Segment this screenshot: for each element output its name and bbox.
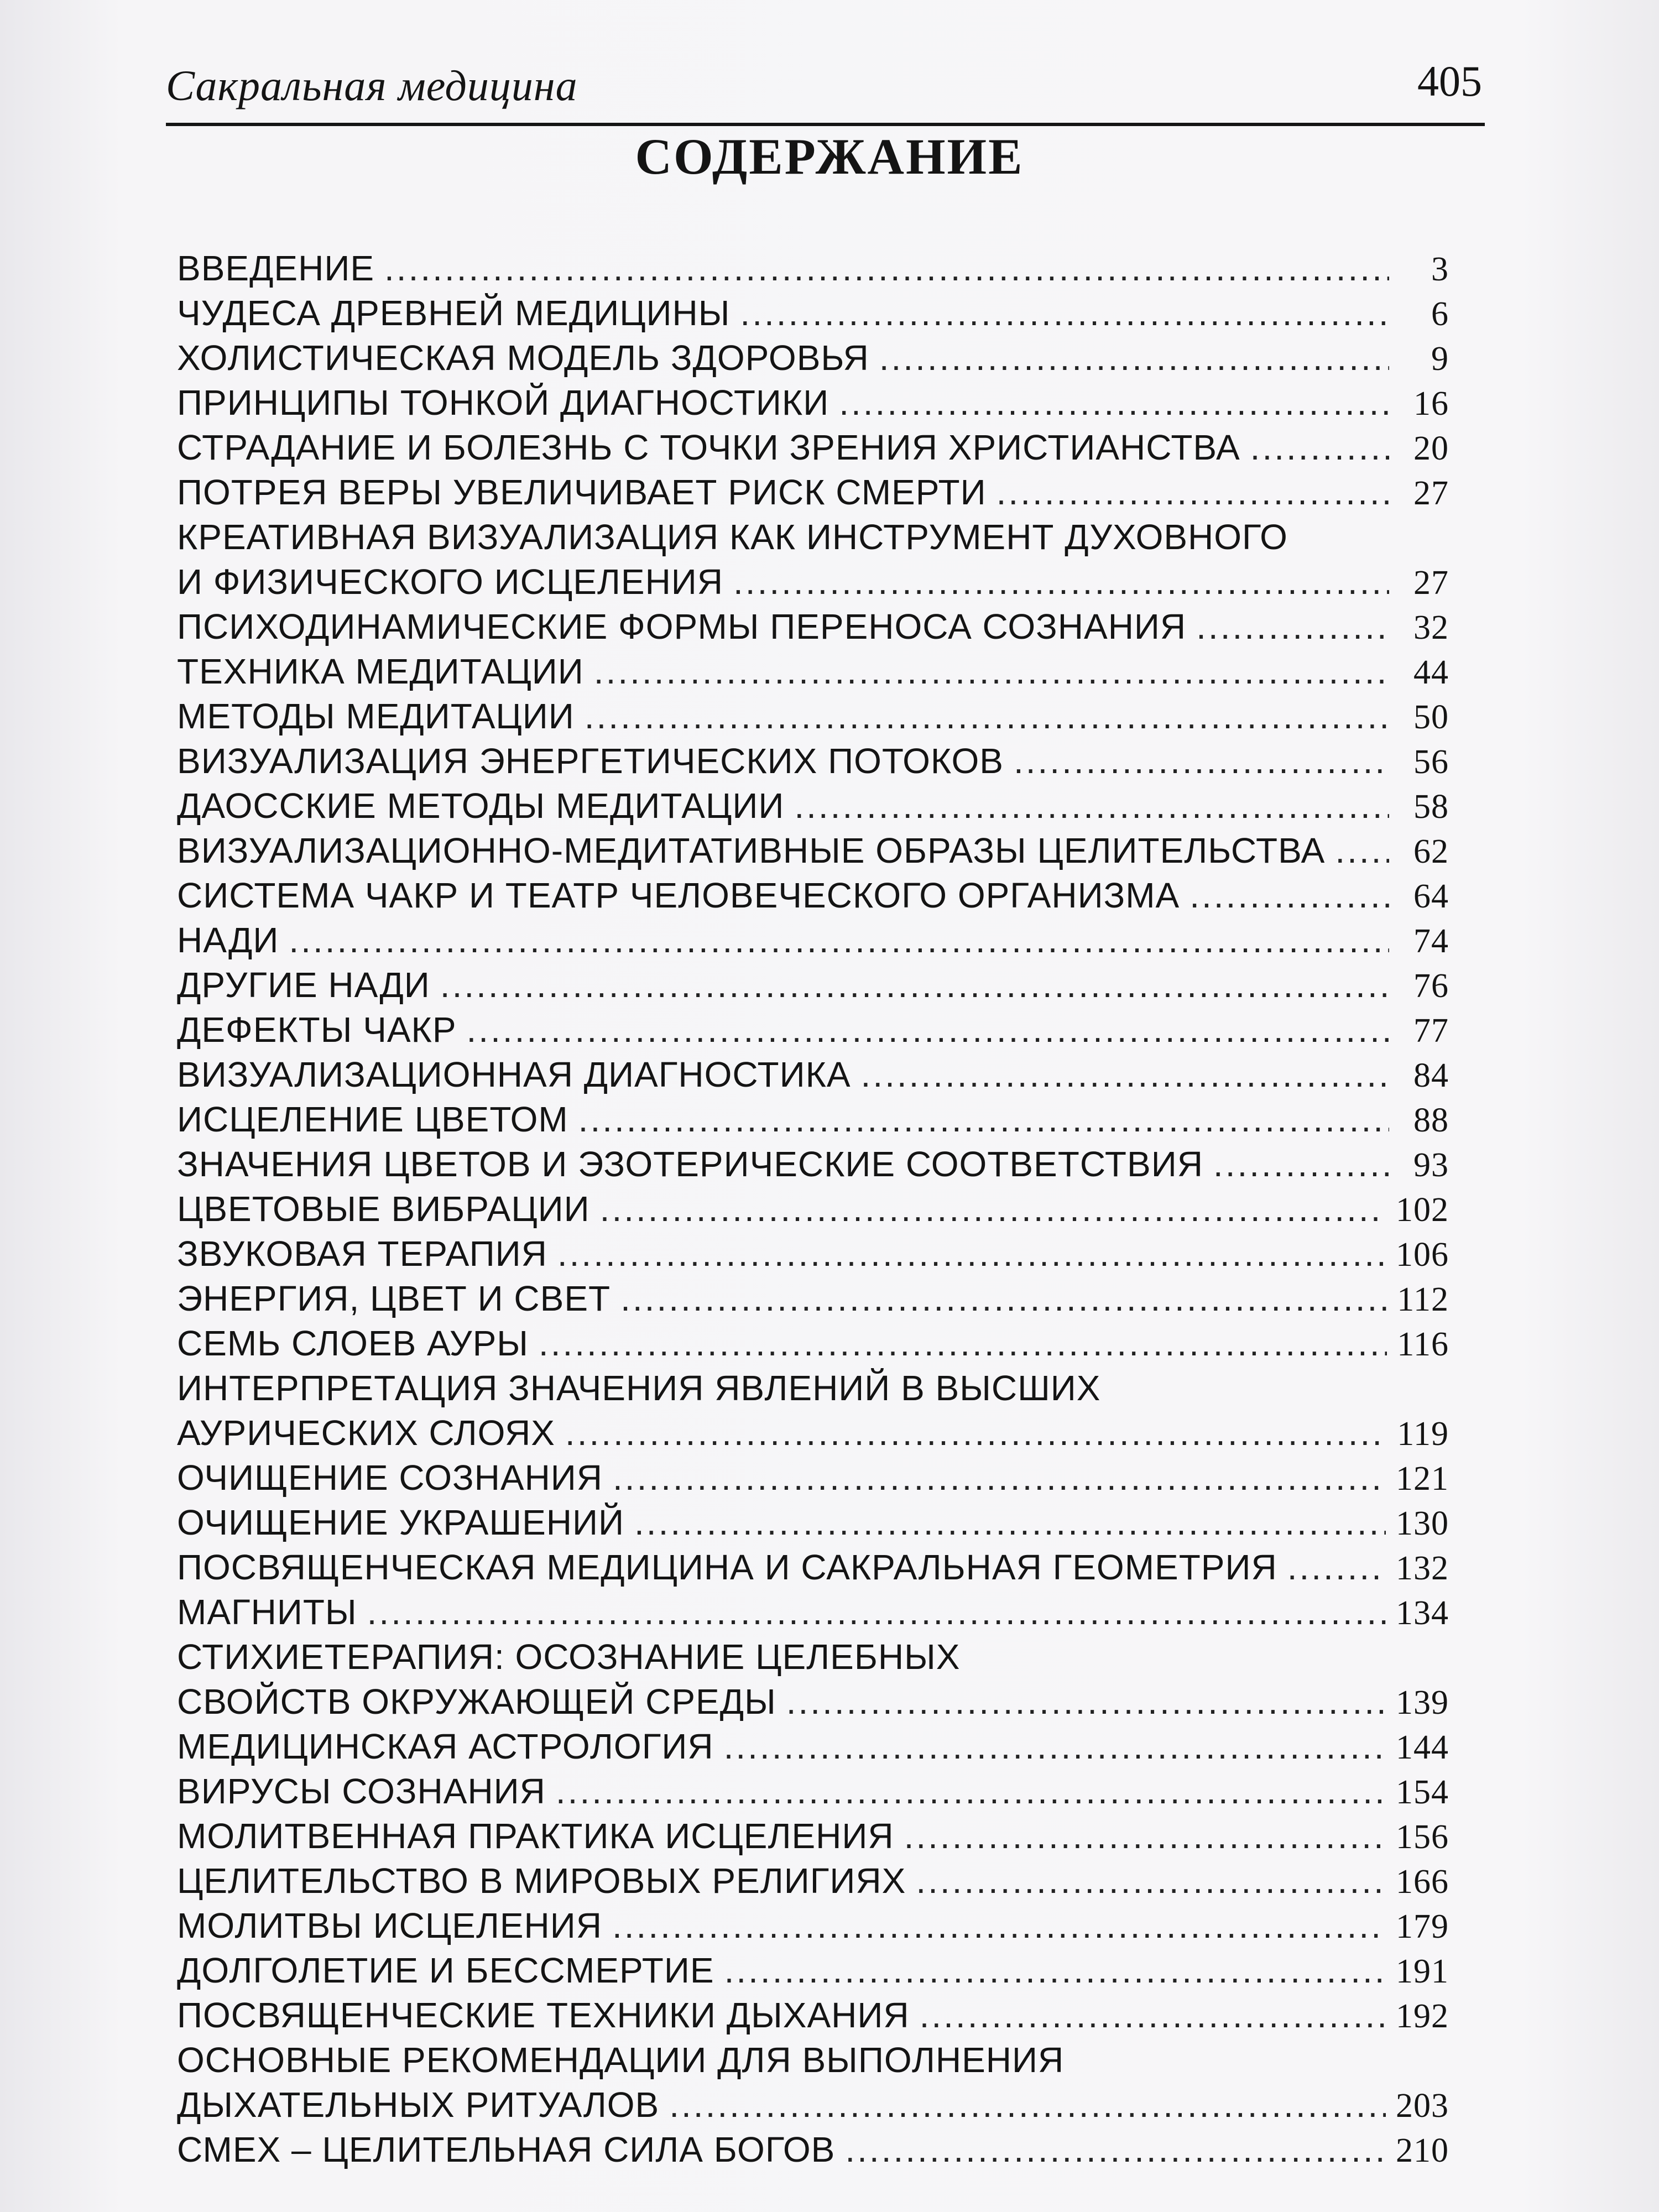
toc-entry-title: КРЕАТИВНАЯ ВИЗУАЛИЗАЦИЯ КАК ИНСТРУМЕНТ ДУХОВНОГО (177, 517, 1288, 557)
toc-entry-line (177, 2083, 1449, 2127)
toc-entry-page: 116 (1397, 1326, 1449, 1363)
dot-leader (997, 470, 1389, 515)
toc-entry-line (177, 1500, 1449, 1545)
toc-entry (177, 470, 1449, 515)
toc-entry-page: 121 (1396, 1460, 1449, 1498)
header-rule (166, 123, 1485, 126)
toc-entry (177, 604, 1449, 649)
dot-leader (289, 918, 1389, 963)
toc-entry (177, 918, 1449, 963)
toc-entry-title: ВВЕДЕНИЕ (177, 248, 374, 288)
toc-entry (177, 1455, 1449, 1500)
toc-entry-title: ЦВЕТОВЫЕ ВИБРАЦИИ (177, 1189, 590, 1229)
toc-entry (177, 425, 1449, 470)
toc-entry-line (177, 336, 1449, 380)
toc-entry (177, 963, 1449, 1008)
toc-entry (177, 1366, 1449, 1455)
toc-entry-line (177, 291, 1449, 336)
toc-entry-line (177, 1545, 1449, 1590)
toc-entry (177, 1769, 1449, 1814)
toc-entry (177, 2038, 1449, 2127)
toc-entry (177, 1724, 1449, 1769)
toc-entry (177, 649, 1449, 694)
toc-entry-line (177, 1455, 1449, 1500)
dot-leader (786, 1679, 1386, 1724)
dot-leader (904, 1814, 1386, 1859)
toc-entry-page: 6 (1431, 295, 1449, 333)
toc-entry-page: 27 (1413, 564, 1449, 602)
toc-entry-page: 9 (1431, 340, 1449, 378)
toc-entry-page: 44 (1413, 654, 1449, 691)
toc-entry (177, 336, 1449, 380)
toc-entry-line (177, 1590, 1449, 1635)
dot-leader (612, 1903, 1386, 1948)
running-head (166, 50, 1482, 133)
toc-entry-page: 102 (1396, 1191, 1449, 1229)
toc-entry (177, 784, 1449, 828)
toc-entry-line (177, 1366, 1449, 1411)
toc-entry-title: ЗВУКОВАЯ ТЕРАПИЯ (177, 1234, 547, 1274)
toc-entry-page: 119 (1397, 1415, 1449, 1453)
toc-entry-line (177, 1142, 1449, 1187)
toc-entry (177, 1008, 1449, 1052)
toc-entry-line (177, 1724, 1449, 1769)
toc-entry-line (177, 246, 1449, 291)
toc-entry-line (177, 1276, 1449, 1321)
toc-entry (177, 291, 1449, 336)
dot-leader (724, 1948, 1386, 1993)
dot-leader (916, 1859, 1386, 1903)
page-number: 405 (1417, 57, 1482, 105)
table-of-contents (177, 246, 1449, 2172)
toc-entry-line (177, 918, 1449, 963)
toc-entry-title: ИНТЕРПРЕТАЦИЯ ЗНАЧЕНИЯ ЯВЛЕНИЙ В ВЫСШИХ (177, 1368, 1101, 1408)
toc-entry (177, 1276, 1449, 1321)
toc-entry-line (177, 425, 1449, 470)
toc-entry-page: 20 (1413, 430, 1449, 467)
dot-leader (1250, 425, 1389, 470)
toc-entry-line (177, 380, 1449, 425)
toc-entry-title: И ФИЗИЧЕСКОГО ИСЦЕЛЕНИЯ (177, 562, 723, 602)
dot-leader (1213, 1142, 1389, 1187)
toc-entry-page: 203 (1396, 2087, 1449, 2125)
toc-entry-title: ТЕХНИКА МЕДИТАЦИИ (177, 651, 584, 691)
dot-leader (879, 336, 1389, 380)
dot-leader (839, 380, 1389, 425)
dot-leader (367, 1590, 1386, 1635)
toc-entry-title: СТИХИЕТЕРАПИЯ: ОСОЗНАНИЕ ЦЕЛЕБНЫХ (177, 1637, 961, 1677)
toc-entry-title: АУРИЧЕСКИХ СЛОЯХ (177, 1413, 555, 1453)
toc-entry-title: МЕДИЦИНСКАЯ АСТРОЛОГИЯ (177, 1726, 714, 1766)
dot-leader (585, 694, 1389, 739)
toc-entry-line (177, 1769, 1449, 1814)
toc-entry-title: ВИЗУАЛИЗАЦИЯ ЭНЕРГЕТИЧЕСКИХ ПОТОКОВ (177, 741, 1004, 781)
toc-entry-title: МАГНИТЫ (177, 1592, 357, 1632)
toc-entry (177, 1097, 1449, 1142)
toc-entry-line (177, 1232, 1449, 1276)
toc-heading: СОДЕРЖАНИЕ (635, 128, 1024, 185)
toc-entry-line (177, 649, 1449, 694)
toc-entry-line (177, 2038, 1449, 2083)
toc-entry-line (177, 1187, 1449, 1232)
toc-entry (177, 515, 1449, 604)
toc-entry-page: 192 (1396, 1997, 1449, 2035)
toc-entry (177, 739, 1449, 784)
toc-entry-title: ДАОССКИЕ МЕТОДЫ МЕДИТАЦИИ (177, 786, 785, 826)
dot-leader (1014, 739, 1389, 784)
toc-entry-line (177, 2127, 1449, 2172)
dot-leader (733, 560, 1389, 604)
toc-entry-line (177, 873, 1449, 918)
toc-entry-line (177, 1903, 1449, 1948)
toc-entry-title: ДЫХАТЕЛЬНЫХ РИТУАЛОВ (177, 2085, 660, 2125)
toc-entry-page: 16 (1413, 385, 1449, 422)
toc-entry-line (177, 1321, 1449, 1366)
toc-entry-line (177, 1679, 1449, 1724)
toc-entry-page: 58 (1413, 788, 1449, 826)
dot-leader (1196, 604, 1389, 649)
toc-entry-page: 76 (1413, 967, 1449, 1005)
toc-entry (177, 1814, 1449, 1859)
toc-entry-title: ПОТРЕЯ ВЕРЫ УВЕЛИЧИВАЕТ РИСК СМЕРТИ (177, 472, 987, 512)
toc-entry-page: 112 (1397, 1281, 1449, 1318)
dot-leader (724, 1724, 1386, 1769)
toc-entry-title: СМЕХ – ЦЕЛИТЕЛЬНАЯ СИЛА БОГОВ (177, 2130, 836, 2169)
running-head-title: Сакральная медицина (166, 61, 578, 109)
toc-entry-line (177, 604, 1449, 649)
dot-leader (740, 291, 1389, 336)
toc-entry-line (177, 1859, 1449, 1903)
toc-entry-page: 50 (1413, 698, 1449, 736)
toc-entry (177, 1993, 1449, 2038)
toc-entry-page: 210 (1396, 2132, 1449, 2169)
toc-entry-title: ПОСВЯЩЕНЧЕСКАЯ МЕДИЦИНА И САКРАЛЬНАЯ ГЕОМЕТРИЯ (177, 1547, 1277, 1587)
dot-leader (669, 2083, 1386, 2127)
toc-entry-page: 93 (1413, 1146, 1449, 1184)
dot-leader (1287, 1545, 1386, 1590)
toc-entry (177, 1321, 1449, 1366)
toc-entry-page: 77 (1413, 1012, 1449, 1050)
dot-leader (1335, 828, 1389, 873)
dot-leader (794, 784, 1389, 828)
toc-entry-page: 62 (1413, 833, 1449, 870)
toc-entry-line (177, 1993, 1449, 2038)
dot-leader (565, 1411, 1387, 1455)
toc-entry-title: МЕТОДЫ МЕДИТАЦИИ (177, 696, 575, 736)
toc-entry-page: 139 (1396, 1684, 1449, 1721)
toc-entry-page: 154 (1396, 1773, 1449, 1811)
toc-entry (177, 1948, 1449, 1993)
toc-entry-page: 32 (1413, 609, 1449, 646)
toc-entry (177, 1903, 1449, 1948)
toc-entry (177, 694, 1449, 739)
dot-leader (556, 1769, 1386, 1814)
toc-entry (177, 380, 1449, 425)
toc-entry-title: СИСТЕМА ЧАКР И ТЕАТР ЧЕЛОВЕЧЕСКОГО ОРГАНИЗМА (177, 875, 1180, 915)
toc-entry-title: ЗНАЧЕНИЯ ЦВЕТОВ И ЭЗОТЕРИЧЕСКИЕ СООТВЕТСТВИЯ (177, 1144, 1203, 1184)
dot-leader (440, 963, 1389, 1008)
dot-leader (861, 1052, 1389, 1097)
toc-entry-title: ПРИНЦИПЫ ТОНКОЙ ДИАГНОСТИКИ (177, 383, 830, 422)
toc-entry-title: СВОЙСТВ ОКРУЖАЮЩЕЙ СРЕДЫ (177, 1682, 776, 1721)
toc-entry-line (177, 828, 1449, 873)
toc-entry (177, 1545, 1449, 1590)
toc-entry-title: ЦЕЛИТЕЛЬСТВО В МИРОВЫХ РЕЛИГИЯХ (177, 1861, 906, 1901)
toc-entry-line (177, 1411, 1449, 1455)
toc-entry-title: ИСЦЕЛЕНИЕ ЦВЕТОМ (177, 1099, 568, 1139)
toc-entry-page: 27 (1413, 474, 1449, 512)
toc-entry (177, 1500, 1449, 1545)
dot-leader (578, 1097, 1389, 1142)
toc-entry (177, 1590, 1449, 1635)
toc-entry-line (177, 1097, 1449, 1142)
toc-entry-line (177, 694, 1449, 739)
toc-entry (177, 1187, 1449, 1232)
toc-entry (177, 1052, 1449, 1097)
toc-entry (177, 2127, 1449, 2172)
dot-leader (600, 1187, 1386, 1232)
toc-entry-page: 156 (1396, 1818, 1449, 1856)
toc-entry-line (177, 784, 1449, 828)
toc-entry-line (177, 1008, 1449, 1052)
toc-entry-title: НАДИ (177, 920, 279, 960)
toc-entry-line (177, 739, 1449, 784)
toc-entry-title: ЭНЕРГИЯ, ЦВЕТ И СВЕТ (177, 1279, 611, 1318)
toc-entry-page: 88 (1413, 1102, 1449, 1139)
toc-entry-page: 64 (1413, 878, 1449, 915)
toc-entry-title: СТРАДАНИЕ И БОЛЕЗНЬ С ТОЧКИ ЗРЕНИЯ ХРИСТИАНСТВА (177, 427, 1240, 467)
toc-entry-title: МОЛИТВЫ ИСЦЕЛЕНИЯ (177, 1906, 602, 1945)
toc-entry-line (177, 515, 1449, 560)
dot-leader (539, 1321, 1387, 1366)
dot-leader (845, 2127, 1386, 2172)
toc-entry-page: 106 (1396, 1236, 1449, 1274)
toc-entry-page: 134 (1396, 1594, 1449, 1632)
toc-entry-title: ЧУДЕСА ДРЕВНЕЙ МЕДИЦИНЫ (177, 293, 731, 333)
toc-entry-title: ДЕФЕКТЫ ЧАКР (177, 1010, 457, 1050)
toc-entry-page: 166 (1396, 1863, 1449, 1901)
toc-entry-title: МОЛИТВЕННАЯ ПРАКТИКА ИСЦЕЛЕНИЯ (177, 1816, 894, 1856)
toc-entry-page: 84 (1413, 1057, 1449, 1094)
toc-entry (177, 1635, 1449, 1724)
toc-entry (177, 1142, 1449, 1187)
toc-entry-title: ПСИХОДИНАМИЧЕСКИЕ ФОРМЫ ПЕРЕНОСА СОЗНАНИЯ (177, 607, 1187, 646)
dot-leader (467, 1008, 1390, 1052)
dot-leader (620, 1276, 1387, 1321)
toc-entry-line (177, 1948, 1449, 1993)
toc-entry-page: 74 (1413, 922, 1449, 960)
toc-entry-title: ВИРУСЫ СОЗНАНИЯ (177, 1771, 546, 1811)
dot-leader (1190, 873, 1389, 918)
toc-entry-title: ОЧИЩЕНИЕ УКРАШЕНИЙ (177, 1503, 624, 1542)
toc-entry-title: ХОЛИСТИЧЕСКАЯ МОДЕЛЬ ЗДОРОВЬЯ (177, 338, 869, 378)
toc-entry-line (177, 963, 1449, 1008)
toc-entry (177, 1232, 1449, 1276)
toc-entry-title: ПОСВЯЩЕНЧЕСКИЕ ТЕХНИКИ ДЫХАНИЯ (177, 1995, 910, 2035)
toc-entry-page: 144 (1396, 1729, 1449, 1766)
toc-entry (177, 873, 1449, 918)
toc-entry (177, 1859, 1449, 1903)
dot-leader (920, 1993, 1386, 2038)
toc-entry-title: ОСНОВНЫЕ РЕКОМЕНДАЦИИ ДЛЯ ВЫПОЛНЕНИЯ (177, 2040, 1065, 2080)
toc-entry (177, 246, 1449, 291)
dot-leader (613, 1455, 1386, 1500)
toc-entry-title: ДОЛГОЛЕТИЕ И БЕССМЕРТИЕ (177, 1950, 714, 1990)
toc-entry-line (177, 1814, 1449, 1859)
toc-entry-title: СЕМЬ СЛОЕВ АУРЫ (177, 1323, 529, 1363)
toc-entry-page: 3 (1431, 251, 1449, 288)
toc-entry-page: 56 (1413, 743, 1449, 781)
dot-leader (384, 246, 1389, 291)
toc-entry-page: 130 (1396, 1505, 1449, 1542)
toc-entry-line (177, 470, 1449, 515)
dot-leader (557, 1232, 1386, 1276)
toc-entry-line (177, 1052, 1449, 1097)
toc-entry-line (177, 560, 1449, 604)
toc-entry-title: ОЧИЩЕНИЕ СОЗНАНИЯ (177, 1458, 603, 1498)
toc-entry-title: ВИЗУАЛИЗАЦИОННАЯ ДИАГНОСТИКА (177, 1055, 851, 1094)
toc-entry-line (177, 1635, 1449, 1679)
toc-entry-page: 179 (1396, 1908, 1449, 1945)
toc-entry (177, 828, 1449, 873)
toc-entry-title: ДРУГИЕ НАДИ (177, 965, 430, 1005)
toc-entry-page: 191 (1396, 1953, 1449, 1990)
toc-entry-title: ВИЗУАЛИЗАЦИОННО-МЕДИТАТИВНЫЕ ОБРАЗЫ ЦЕЛИТЕЛЬСТВА (177, 831, 1326, 870)
dot-leader (634, 1500, 1386, 1545)
dot-leader (594, 649, 1389, 694)
toc-entry-page: 132 (1396, 1550, 1449, 1587)
